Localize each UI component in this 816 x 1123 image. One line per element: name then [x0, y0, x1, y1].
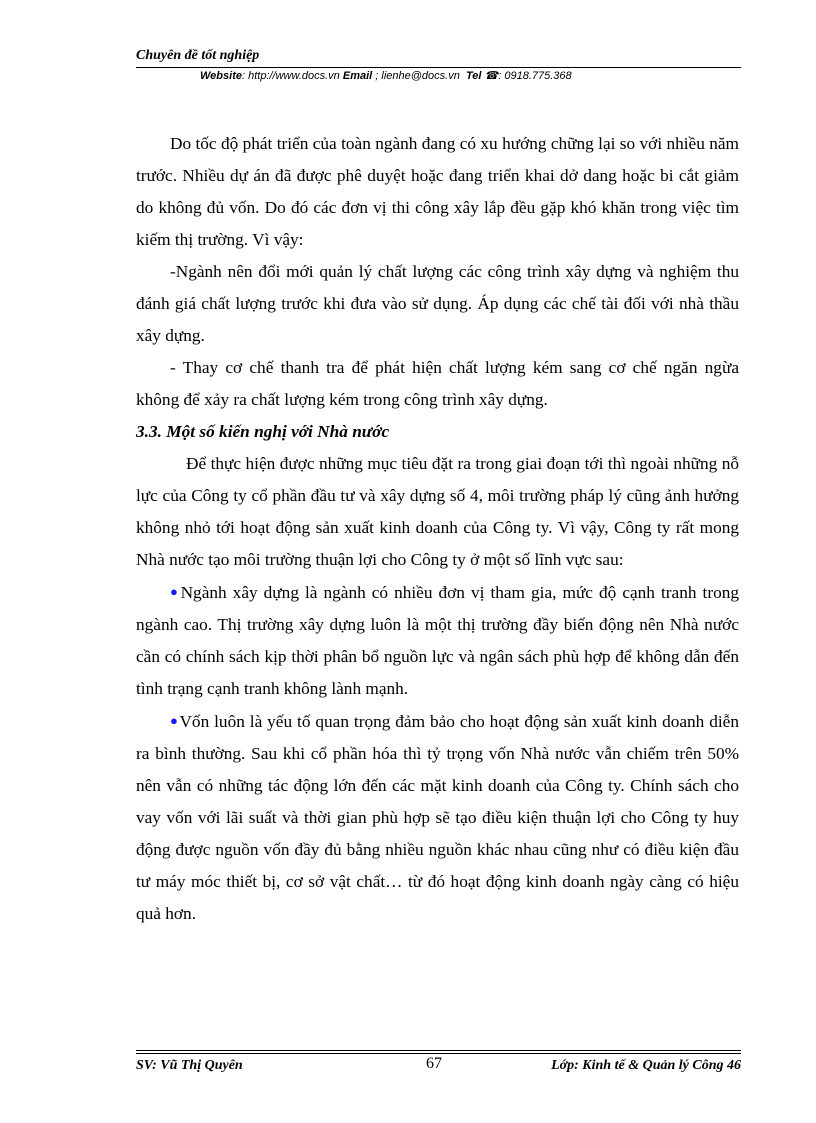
website-label: Website	[200, 70, 242, 82]
bullet-text-1: Ngành xây dựng là ngành có nhiều đơn vị tham gia, mức độ cạnh tranh trong ngành cao. Thị trường xây dựng luôn là một thị trường đầy biến động nên Nhà nước cần có chính sách kịp thời phân bổ nguồn lực và ngân sách phù hợp để không dẫn đến tình trạng cạnh tranh không lành mạnh.	[136, 583, 739, 698]
email-value: ; lienhe@docs.vn	[372, 70, 460, 82]
header-divider	[136, 67, 741, 68]
paragraph-2: -Ngành nên đổi mới quản lý chất lượng các công trình xây dựng và nghiệm thu đánh giá chất lượng trước khi đưa vào sử dụng. Áp dụng các chế tài đối với nhà thầu xây dựng.	[136, 262, 739, 345]
paragraph-1: Do tốc độ phát triển của toàn ngành đang có xu hướng chững lại so với nhiều năm trước. Nhiều dự án đã được phê duyệt hoặc đang triển khai dở dang hoặc bi cắt giảm do không đủ vốn. Do đó các đơn vị thi công xây lắp đều gặp khó khăn trong việc tìm kiếm thị trường. Vì vậy:	[136, 134, 739, 249]
footer-student: SV: Vũ Thị Quyên	[136, 1058, 243, 1073]
phone-icon: ☎	[484, 70, 499, 82]
paragraph-4: Để thực hiện được những mục tiêu đặt ra trong giai đoạn tới thì ngoài những nỗ lực của Công ty cổ phần đầu tư và xây dựng số 4, môi trường pháp lý cũng ảnh hưởng không nhỏ tới hoạt động sản xuất kinh doanh của Công ty. Vì vậy, Công ty rất mong Nhà nước tạo môi trường thuận lợi cho Công ty ở một số lĩnh vực sau:	[136, 454, 739, 569]
document-body	[136, 128, 739, 930]
header-contact-line	[200, 69, 572, 83]
header-title: Chuyên đề tốt nghiệp	[136, 48, 260, 63]
section-heading: 3.3. Một số kiến nghị với Nhà nước	[136, 422, 390, 441]
footer-divider	[136, 1053, 741, 1054]
bullet-icon: ●	[170, 713, 179, 728]
footer-class: Lớp: Kinh tế & Quản lý Công 46	[551, 1058, 741, 1073]
footer-divider	[136, 1050, 741, 1051]
tel-value: : 0918.775.368	[498, 70, 572, 82]
bullet-item-1	[136, 576, 739, 705]
bullet-text-2: Vốn luôn là yếu tố quan trọng đảm bảo cho hoạt động sản xuất kinh doanh diễn ra bình thường. Sau khi cổ phần hóa thì tỷ trọng vốn Nhà nước vẫn chiếm trên 50% nên vẫn có những tác động lớn đến các mặt kinh doanh của Công ty. Chính sách cho vay vốn với lãi suất và thời gian phù hợp sẽ tạo điều kiện thuận lợi cho Công ty huy động được nguồn vốn đầy đủ bằng nhiều nguồn khác nhau cũng như có điều kiện đầu tư máy móc thiết bị, cơ sở vật chất… từ đó hoạt động kinh doanh ngày càng có hiệu quả hơn.	[136, 712, 739, 923]
page-number: 67	[426, 1055, 442, 1072]
page-header	[136, 48, 741, 82]
bullet-icon: ●	[170, 584, 180, 599]
website-value: : http://www.docs.vn	[241, 70, 340, 82]
email-label: Email	[342, 70, 373, 82]
paragraph-3: - Thay cơ chế thanh tra để phát hiện chất lượng kém sang cơ chế ngăn ngừa không để xảy ra chất lượng kém trong công trình xây dựng.	[136, 358, 739, 409]
tel-label: Tel	[465, 70, 482, 82]
bullet-item-2	[136, 705, 739, 930]
